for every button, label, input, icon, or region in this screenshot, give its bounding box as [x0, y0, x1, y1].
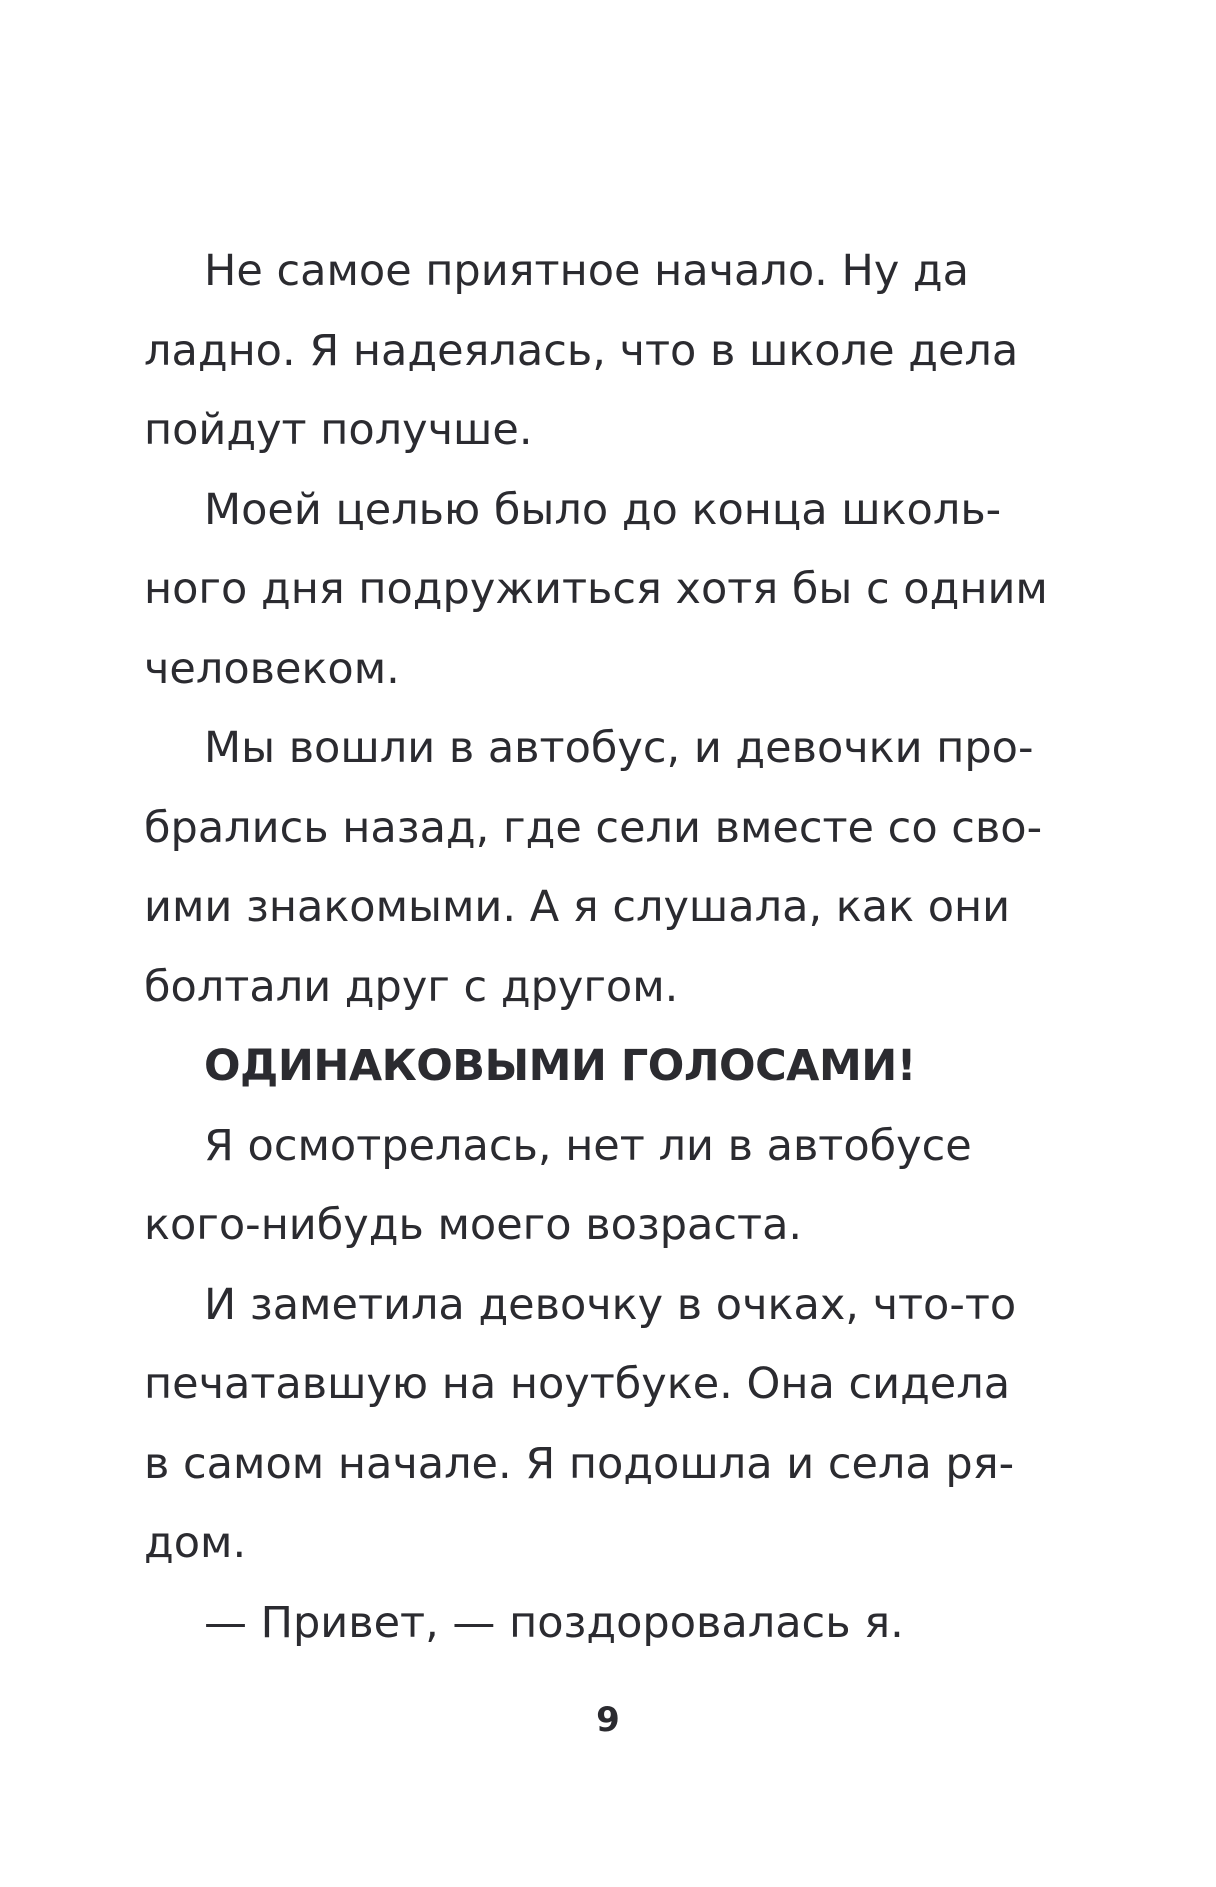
body-text [144, 232, 1048, 1663]
text-line: Не самое приятное начало. Ну да [204, 246, 970, 296]
text-line: ного дня подружиться хотя бы с одним [144, 564, 1048, 614]
emphasis-paragraph [144, 1027, 1024, 1107]
paragraph [144, 709, 1043, 1027]
text-line: Мы вошли в автобус, и девочки про- [204, 723, 1034, 773]
text-line: болтали друг с другом. [144, 961, 679, 1012]
text-line: кого-нибудь моего возраста. [144, 1200, 803, 1250]
page-number: 9 [596, 1700, 620, 1740]
text-line: И заметила девочку в очках, что-то [204, 1279, 1017, 1330]
text-line: Моей целью было до конца школь- [204, 484, 1002, 535]
text-line: Я осмотрелась, нет ли в автобусе [204, 1120, 972, 1171]
text-line: человеком. [144, 643, 400, 694]
paragraph [144, 232, 1024, 471]
text-line: — Привет, — поздоровалась я. [204, 1597, 904, 1648]
text-line: ОДИНАКОВЫМИ ГОЛОСАМИ! [204, 1041, 916, 1091]
text-line: печатавшую на ноутбуке. Она сидела [144, 1359, 1011, 1409]
text-line: ими знакомыми. А я слушала, как они [144, 882, 1011, 932]
text-line: ладно. Я надеялась, что в школе дела [144, 325, 1019, 376]
text-line: брались назад, где сели вместе со сво- [144, 802, 1043, 853]
dialogue-paragraph [144, 1584, 1024, 1664]
text-line: дом. [144, 1518, 247, 1568]
paragraph [144, 1266, 1024, 1584]
text-line: в самом начале. Я подошла и села ря- [144, 1438, 1015, 1489]
paragraph [144, 471, 1048, 710]
paragraph [144, 1107, 1024, 1266]
text-line: пойдут получше. [144, 405, 533, 455]
